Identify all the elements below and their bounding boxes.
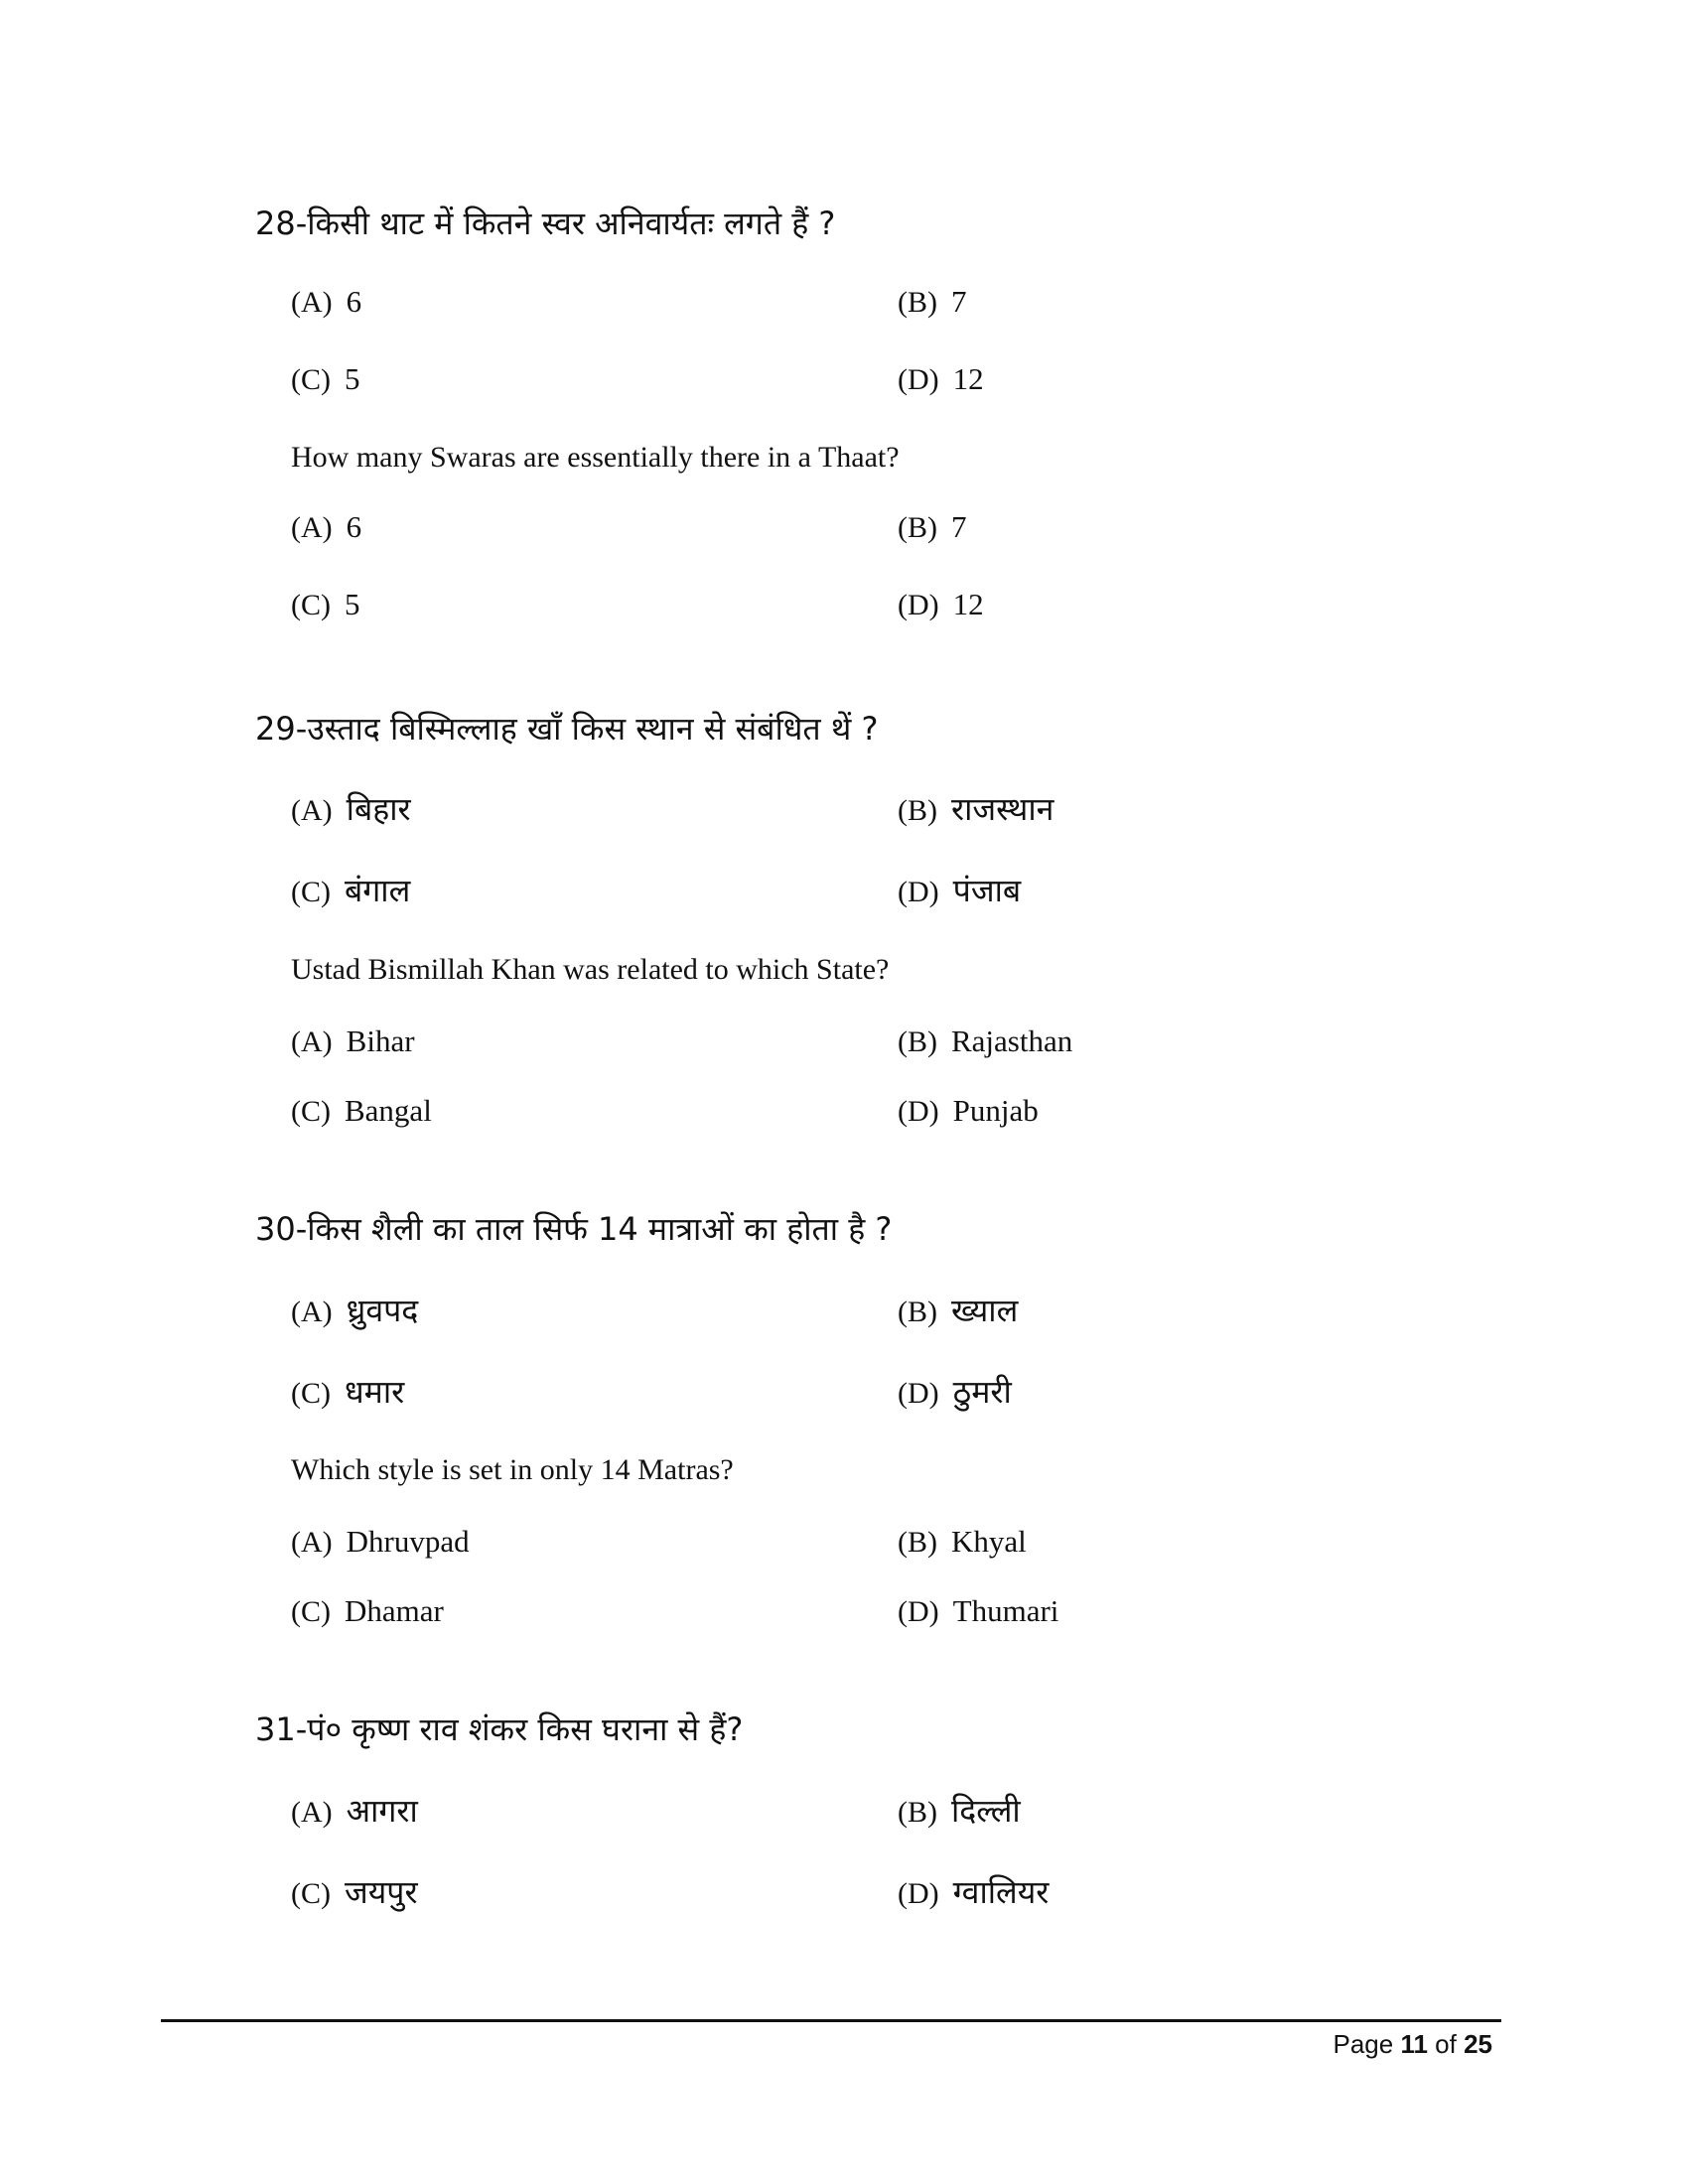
q30-hindi-option-a bbox=[291, 1289, 418, 1331]
option-value: 7 bbox=[951, 509, 967, 544]
option-label: (A) bbox=[291, 1025, 333, 1058]
option-label: (D) bbox=[898, 1095, 939, 1128]
option-label: (A) bbox=[291, 794, 333, 827]
option-label: (A) bbox=[291, 1796, 333, 1829]
option-value: दिल्ली bbox=[951, 1792, 1021, 1830]
option-value: Bihar bbox=[346, 1024, 415, 1058]
q29-english-option-c bbox=[291, 1092, 432, 1129]
q28-hindi-option-b bbox=[898, 283, 967, 320]
option-value: 12 bbox=[952, 361, 984, 396]
q28-hindi-option-c bbox=[291, 360, 360, 397]
question-28-hindi: 28-किसी थाट में कितने स्वर अनिवार्यतः लगते हैं ? bbox=[255, 205, 836, 242]
option-label: (D) bbox=[898, 363, 939, 396]
option-value: ध्रुवपद bbox=[346, 1292, 419, 1329]
option-label: (D) bbox=[898, 1877, 939, 1910]
option-label: (D) bbox=[898, 589, 939, 621]
option-label: (C) bbox=[291, 1377, 331, 1410]
option-value: बंगाल bbox=[345, 872, 411, 909]
option-value: आगरा bbox=[346, 1792, 418, 1830]
q28-english-option-a bbox=[291, 508, 361, 545]
option-label: (D) bbox=[898, 876, 939, 908]
option-label: (B) bbox=[898, 1526, 937, 1559]
option-value: पंजाब bbox=[952, 872, 1022, 909]
option-label: (B) bbox=[898, 1025, 937, 1058]
option-value: राजस्थान bbox=[951, 790, 1055, 828]
question-30-english: Which style is set in only 14 Matras? bbox=[291, 1453, 734, 1486]
q31-hindi-option-b bbox=[898, 1789, 1021, 1832]
option-value: 5 bbox=[345, 587, 360, 621]
q30-english-option-a bbox=[291, 1523, 470, 1560]
option-label: (A) bbox=[291, 1526, 333, 1559]
page-number bbox=[1333, 2029, 1492, 2060]
q29-english-option-b bbox=[898, 1023, 1072, 1059]
q29-hindi-option-d bbox=[898, 869, 1021, 911]
q28-hindi-option-a bbox=[291, 283, 361, 320]
q30-english-option-d bbox=[898, 1592, 1058, 1629]
question-28-english: How many Swaras are essentially there in a Thaat? bbox=[291, 441, 900, 474]
option-value: 6 bbox=[346, 284, 362, 319]
question-30-hindi: 30-किस शैली का ताल सिर्फ 14 मात्राओं का होता है ? bbox=[255, 1210, 893, 1248]
option-value: 5 bbox=[345, 361, 360, 396]
q28-english-option-d bbox=[898, 586, 984, 622]
option-label: (A) bbox=[291, 511, 333, 544]
q31-hindi-option-c bbox=[291, 1870, 418, 1913]
page-prefix: Page bbox=[1333, 2029, 1401, 2059]
option-value: जयपुर bbox=[345, 1873, 418, 1911]
q29-hindi-option-a bbox=[291, 787, 411, 830]
option-label: (C) bbox=[291, 876, 331, 908]
question-29-hindi: 29-उस्ताद बिस्मिल्लाह खाँ किस स्थान से संबंधित थें ? bbox=[255, 710, 879, 748]
option-label: (B) bbox=[898, 286, 937, 319]
option-value: Punjab bbox=[952, 1093, 1039, 1128]
option-value: Khyal bbox=[951, 1524, 1027, 1559]
q28-hindi-option-d bbox=[898, 360, 984, 397]
q29-hindi-option-b bbox=[898, 787, 1054, 830]
option-value: ख्याल bbox=[951, 1292, 1019, 1329]
option-value: Dhamar bbox=[345, 1593, 444, 1628]
option-value: ग्वालियर bbox=[952, 1873, 1050, 1911]
option-label: (A) bbox=[291, 286, 333, 319]
option-value: Bangal bbox=[345, 1093, 432, 1128]
q30-english-option-b bbox=[898, 1523, 1027, 1560]
option-label: (D) bbox=[898, 1377, 939, 1410]
option-label: (C) bbox=[291, 1095, 331, 1128]
option-label: (B) bbox=[898, 511, 937, 544]
q31-hindi-option-a bbox=[291, 1789, 418, 1832]
q29-english-option-d bbox=[898, 1092, 1039, 1129]
q28-english-option-b bbox=[898, 508, 967, 545]
option-value: ठुमरी bbox=[952, 1373, 1012, 1411]
q29-hindi-option-c bbox=[291, 869, 410, 911]
option-label: (D) bbox=[898, 1595, 939, 1628]
option-value: 6 bbox=[346, 509, 362, 544]
option-label: (C) bbox=[291, 363, 331, 396]
q30-hindi-option-d bbox=[898, 1370, 1012, 1413]
q30-hindi-option-b bbox=[898, 1289, 1018, 1331]
option-label: (B) bbox=[898, 1296, 937, 1328]
q30-english-option-c bbox=[291, 1592, 444, 1629]
page-of: of bbox=[1427, 2029, 1465, 2059]
option-value: Dhruvpad bbox=[346, 1524, 470, 1559]
q30-hindi-option-c bbox=[291, 1370, 404, 1413]
q29-english-option-a bbox=[291, 1023, 415, 1059]
option-label: (B) bbox=[898, 794, 937, 827]
total-pages: 25 bbox=[1464, 2029, 1492, 2059]
option-value: धमार bbox=[345, 1373, 405, 1411]
option-label: (B) bbox=[898, 1796, 937, 1829]
q31-hindi-option-d bbox=[898, 1870, 1049, 1913]
option-label: (C) bbox=[291, 589, 331, 621]
question-29-english: Ustad Bismillah Khan was related to which State? bbox=[291, 953, 890, 986]
option-value: 12 bbox=[952, 587, 984, 621]
option-value: Rajasthan bbox=[951, 1024, 1073, 1058]
option-value: बिहार bbox=[346, 790, 411, 828]
option-value: Thumari bbox=[952, 1593, 1059, 1628]
q28-english-option-c bbox=[291, 586, 360, 622]
question-31-hindi: 31-पं० कृष्ण राव शंकर किस घराना से हैं? bbox=[255, 1710, 744, 1748]
option-label: (A) bbox=[291, 1296, 333, 1328]
current-page: 11 bbox=[1400, 2029, 1428, 2059]
option-label: (C) bbox=[291, 1877, 331, 1910]
footer-divider bbox=[161, 2019, 1501, 2022]
option-label: (C) bbox=[291, 1595, 331, 1628]
option-value: 7 bbox=[951, 284, 967, 319]
